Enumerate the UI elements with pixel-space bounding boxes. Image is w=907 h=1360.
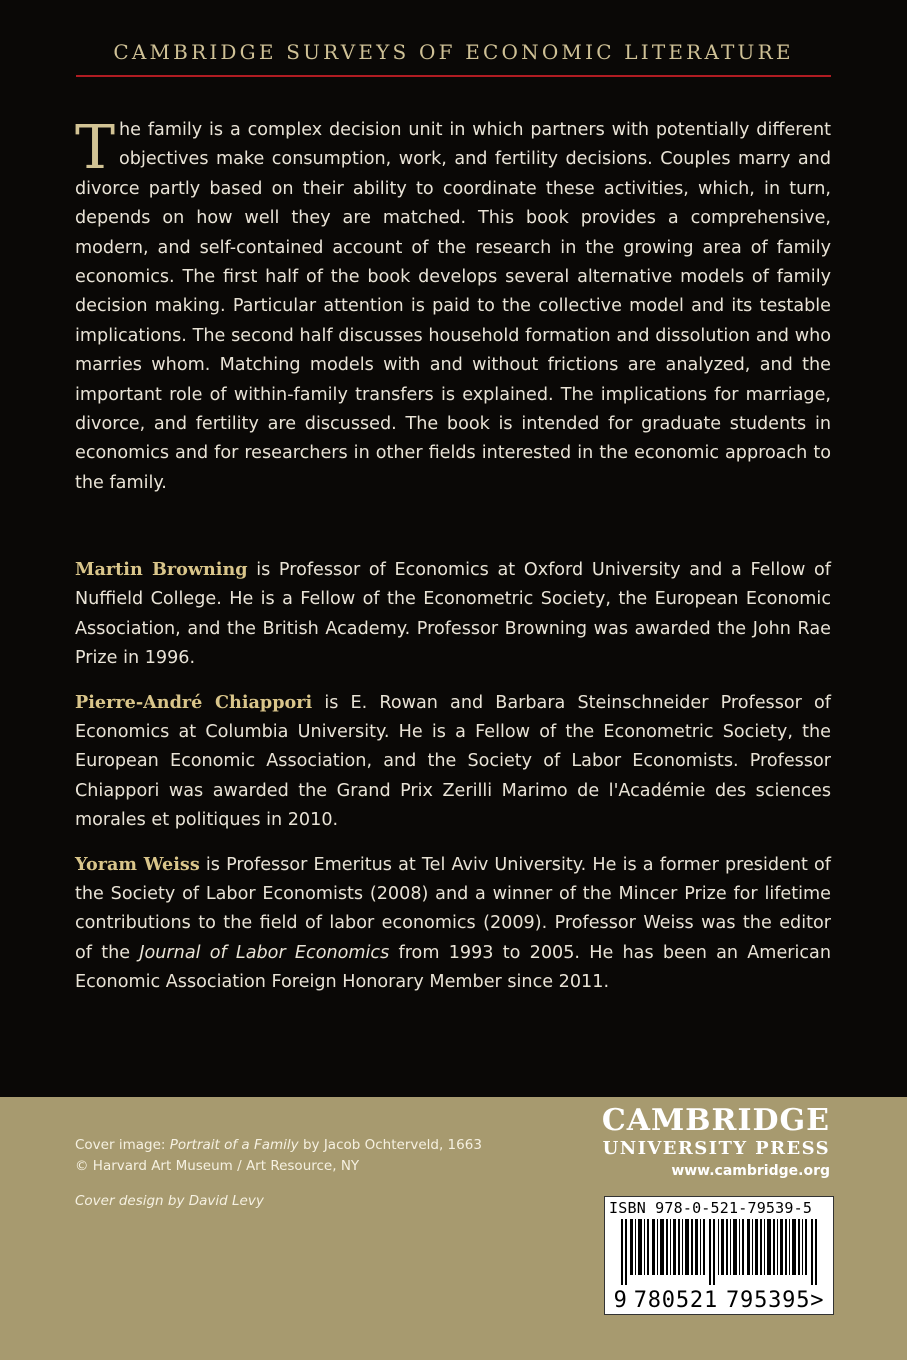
author-bios	[75, 555, 831, 1012]
publisher-name-line1: CAMBRIDGE	[601, 1103, 830, 1138]
publisher-url: www.cambridge.org	[671, 1163, 830, 1179]
publisher-name-line2: UNIVERSITY PRESS	[602, 1138, 830, 1159]
blurb-text: he family is a complex decision unit in which partners with potentially different objectives make consumption, work, and fertility decisions. Couples marry and divorce partly based on their ability to coordinate these activities, which, in turn, depends on how well they are matched. This book provides a comprehensive, modern, and self-contained account of the research in the growing area of family economics. The first half of the book develops several alternative models of family decision making. Particular attention is paid to the collective model and its testable implications. The second half discusses household formation and dissolution and who marries whom. Matching models with and without frictions are analyzed, and the important role of within-family transfers is explained. The implications for marriage, divorce, and fertility are discussed. The book is intended for graduate students in economics and for researchers in other fields interested in the economic approach to the family.	[75, 120, 831, 493]
barcode-right-digits: 795395	[726, 1288, 811, 1313]
cover-design-credit: Cover design by David Levy	[75, 1193, 264, 1209]
isbn-text: ISBN 978-0-521-79539-5	[609, 1199, 813, 1217]
barcode-first-digit: 9	[613, 1288, 628, 1313]
author-bio-chiappori	[75, 688, 831, 836]
author-bio-text-end: from 1993 to 2005. He has been an American Economic Association Foreign Honorary Member since 2011.	[75, 942, 831, 993]
cover-credit-rest: by Jacob Ochterveld, 1663	[298, 1137, 482, 1153]
author-name: Martin Browning	[75, 559, 248, 580]
author-name: Yoram Weiss	[75, 853, 200, 875]
author-bio-text: is E. Rowan and Barbara Steinschneider Professor of Economics at Columbia University. He is a Fellow of the Econometric Society, the European Economic Association, and the Society of Labor Economists. Professor Chiappori was awarded the Grand Prix Zerilli Marimo de l'Académie des sciences morales et politiques in 2010.	[75, 692, 831, 831]
cover-painting-title: Portrait of a Family	[169, 1137, 299, 1153]
cover-credit-label: Cover image:	[75, 1137, 170, 1153]
series-title-rule	[76, 75, 831, 77]
barcode-arrow: >	[810, 1288, 825, 1313]
author-bio-weiss	[75, 850, 831, 998]
author-bio-browning	[75, 555, 831, 674]
isbn-barcode	[604, 1196, 834, 1315]
author-bio-text: is Professor Emeritus at Tel Aviv University. He is a former president of the Society of Labor Economists (2008) and a winner of the Mincer Prize for lifetime contributions to the field of labor economics (2009). Professor Weiss was the editor of the	[75, 854, 831, 963]
barcode-left-digits: 780521	[633, 1288, 718, 1313]
barcode-digits	[605, 1288, 833, 1313]
book-blurb	[75, 113, 831, 498]
barcode-bars-icon	[621, 1219, 817, 1285]
publisher-logo	[602, 1104, 830, 1182]
series-title: CAMBRIDGE SURVEYS OF ECONOMIC LITERATURE	[113, 40, 794, 64]
journal-title: Journal of Labor Economics	[139, 942, 390, 963]
cover-image-credit	[75, 1135, 482, 1156]
author-bio-text: is Professor of Economics at Oxford University and a Fellow of Nuffield College. He is a Fellow of the Econometric Society, the European Economic Association, and the British Academy. Professor Browning was awarded the John Rae Prize in 1996.	[75, 560, 831, 669]
blurb-dropcap: T	[75, 113, 116, 183]
cover-copyright: © Harvard Art Museum / Art Resource, NY	[75, 1158, 360, 1174]
author-name: Pierre-André Chiappori	[75, 691, 313, 713]
